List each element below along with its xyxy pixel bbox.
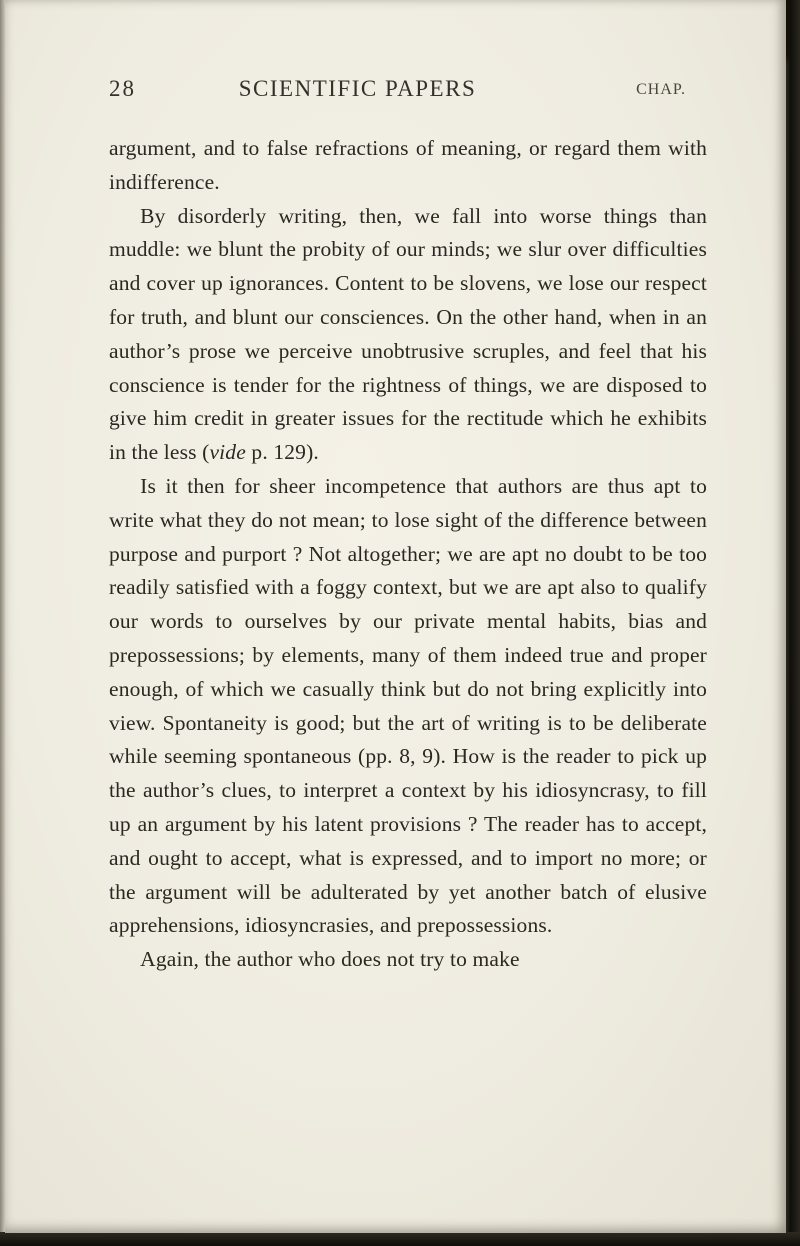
running-head (109, 76, 686, 106)
page-number: 28 (109, 76, 136, 101)
chapter-label: CHAP. (636, 81, 686, 98)
book-page (5, 0, 786, 1233)
paragraph-text: By disorderly writing, then, we fall into worse things than muddle: we blunt the probity of our minds; we slur over difficulties and cover up ignorances. Content to be slovens, we lose our respect for truth, and blunt our consciences. On the other hand, when in an author’s prose we perceive unobtrusive scruples, and feel that his conscience is tender for the rightness of things, we are disposed to give him credit in greater issues for the rectitude which he exhibits in the less ( (109, 203, 707, 465)
scan-edge-right (784, 0, 800, 1246)
body-text (109, 132, 707, 977)
paragraph: Again, the author who does not try to make (140, 947, 520, 972)
paragraph-text-italic: vide (209, 440, 246, 465)
page-title: SCIENTIFIC PAPERS (238, 76, 477, 101)
paragraph (109, 200, 707, 470)
paragraph-text: p. 129). (245, 440, 319, 465)
paragraph: Is it then for sheer incompetence that authors are thus apt to write what they do not mean; to lose sight of the difference between purpose and purport ? Not altogether; we are apt no doubt to be too readily satisfied with a foggy context, but we are apt also to qualify our words to ourselves by our private mental habits, bias and prepossessions; by elements, many of them indeed true and proper enough, of which we casually think but do not bring explicitly into view. Spontaneity is good; but the art of writing is to be deliberate while seeming spontaneous (pp. 8, 9). How is the reader to pick up the author’s clues, to interpret a context by his idiosyncrasy, to fill up an argument by his latent provisions ? The reader has to accept, and ought to accept, what is expressed, and to import no more; or the argument will be adulterated by yet another batch of elusive apprehensions, idiosyncrasies, and prepossessions. (109, 473, 707, 938)
scan-edge-bottom (0, 1232, 800, 1246)
paragraph: argument, and to false refractions of meaning, or regard them with indifference. (109, 136, 707, 194)
